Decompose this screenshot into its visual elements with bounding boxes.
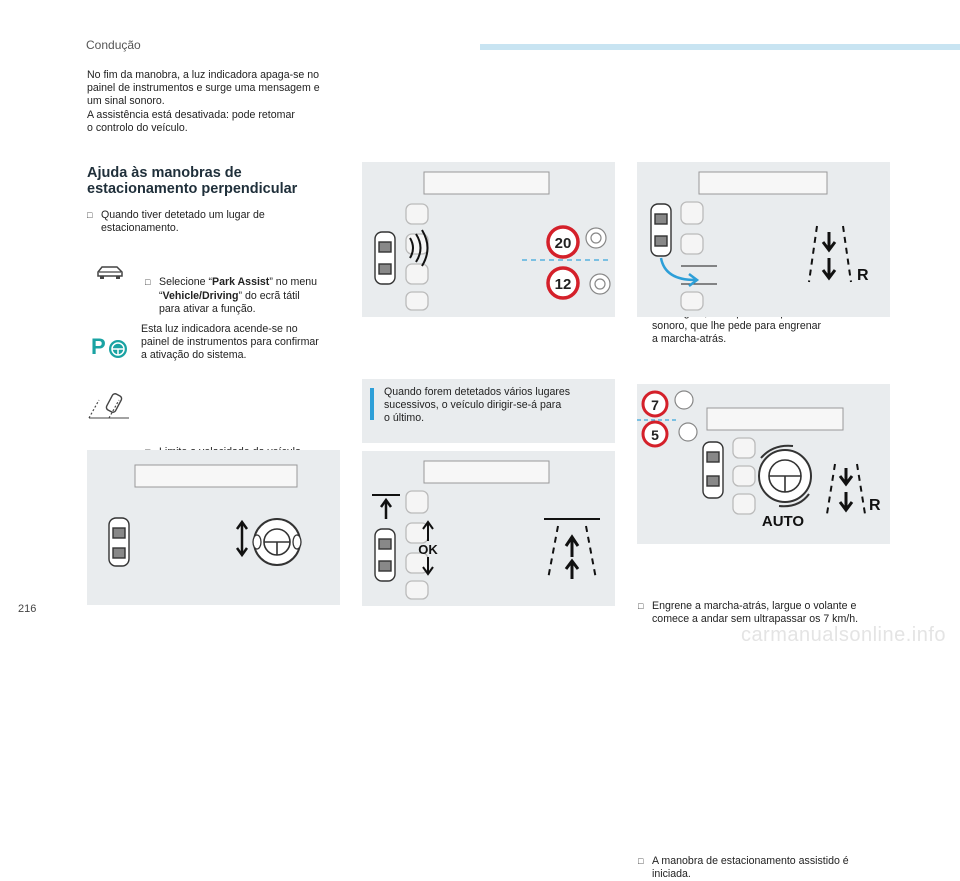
step-select-park-assist: □ Selecione “Park Assist” no menu “Vehicle/Driving” do ecrã tátil para ativar a função. (145, 276, 318, 315)
figure-engage-reverse (637, 162, 890, 317)
bay-parking-icon (85, 390, 133, 422)
auto-label: AUTO (761, 513, 805, 530)
car-outline-icon (95, 262, 125, 282)
section-title: Condução (86, 38, 141, 52)
figure-auto-manoeuvre (637, 384, 890, 544)
speed-limit-12-label: 12 (554, 276, 572, 293)
square-bullet-icon: □ (638, 601, 644, 612)
watermark: carmanualsonline.info (740, 624, 946, 646)
square-bullet-icon: □ (87, 210, 93, 220)
reverse-gear-label: R (857, 267, 869, 284)
header-bar (480, 44, 960, 50)
step-detected-space: □ Quando tiver detetado um lugar de estacionamento. (87, 209, 265, 235)
svg-text:P: P (91, 334, 106, 359)
note-box: Quando forem detetados vários lugares sucessivos, o veículo dirigir-se-á para o último. (362, 379, 615, 443)
speed-limit-7-label: 7 (651, 397, 659, 413)
step-manoeuvre-started: □ A manobra de estacionamento assistido é iniciada. (638, 854, 849, 880)
figure-space-found (362, 451, 615, 606)
step-engage-reverse: □ Engrene a marcha-atrás, largue o volante e comece a andar sem ultrapassar os 7 km/h. (638, 600, 859, 626)
indicator-light-text: Esta luz indicadora acende-se no painel de instrumentos para confirmar a ativação do sistema. (141, 323, 319, 362)
square-bullet-icon: □ (638, 855, 644, 866)
speed-limit-5-label: 5 (651, 427, 659, 443)
section-heading: Ajuda às manobras de estacionamento perpendicular (87, 165, 298, 197)
page-number: 216 (18, 603, 37, 615)
speed-limit-20-label: 20 (554, 235, 572, 252)
figure-space-measurement (362, 162, 615, 317)
reverse-gear-label-2: R (869, 497, 881, 514)
step-advance-slowly: sonoro, que lhe pede para engrenar a marcha-atrás. (638, 293, 892, 346)
intro-text: No fim da manobra, a luz indicadora apaga-se no painel de instrumentos e surge uma mensagem e um sinal sonoro. A assistência está desativada: pode retomar o controlo do veículo. (87, 69, 320, 134)
square-bullet-icon: □ (145, 277, 151, 288)
ok-label: OK (418, 542, 438, 557)
park-assist-steering-indicator-icon (90, 332, 130, 362)
figure-steering-prompt (87, 450, 340, 605)
note-accent-bar (370, 388, 374, 420)
